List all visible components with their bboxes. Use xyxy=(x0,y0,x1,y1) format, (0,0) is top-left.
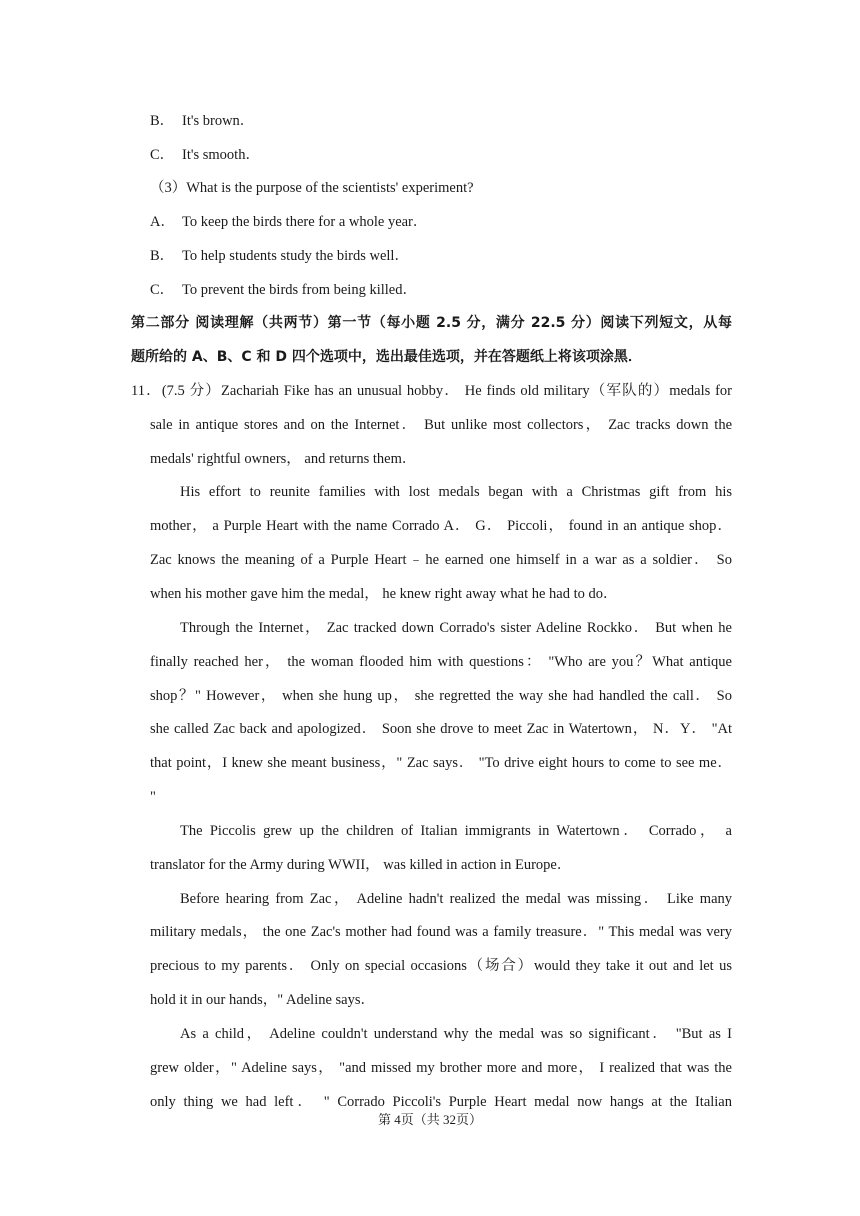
passage-line: translator for the Army during WWII， was killed in action in Europe． xyxy=(150,857,572,873)
q3-option-a xyxy=(150,212,427,232)
passage-line: military medals， the one Zac's mother had found was a family treasure．" This medal was very xyxy=(150,924,732,940)
passage-line: Zac knows the meaning of a Purple Heart﹣he earned one himself in a war as a soldier． So xyxy=(150,552,732,568)
passage-line: that point，I knew she meant business，" Zac says． "To drive eight hours to come to see me． xyxy=(150,755,732,771)
passage-line: medals' rightful owners， and returns them． xyxy=(150,451,417,467)
passage-line: The Piccolis grew up the children of Italian immigrants in Watertown． Corrado， a xyxy=(180,823,732,839)
passage-line: Through the Internet， Zac tracked down Corrado's sister Adeline Rockko． But when he xyxy=(180,620,732,636)
q2-option-c xyxy=(150,145,260,165)
passage-line: precious to my parents． Only on special occasions（场合）would they take it out and let us xyxy=(150,958,732,974)
option-text: To help students study the birds well． xyxy=(182,248,409,264)
section-heading-line-2: 题所给的 A、B、C 和 D 四个选项中，选出最佳选项，并在答题纸上将该项涂黑． xyxy=(131,349,642,365)
q3-option-b xyxy=(150,246,409,266)
option-letter: B． xyxy=(150,113,175,129)
passage-line: " xyxy=(150,789,156,805)
passage-line: mother， a Purple Heart with the name Corrado A． G． Piccoli， found in an antique shop． xyxy=(150,518,732,534)
passage-line: His effort to reunite families with lost medals began with a Christmas gift from his xyxy=(180,484,732,500)
section-heading-line-1: 第二部分 阅读理解（共两节）第一节（每小题 2.5 分，满分 22.5 分）阅读下列短文，从每 xyxy=(131,315,732,331)
passage-line: she called Zac back and apologized． Soon she drove to meet Zac in Watertown， N．Y． "At xyxy=(150,721,732,737)
option-letter: A． xyxy=(150,214,175,230)
passage-line: when his mother gave him the medal， he knew right away what he had to do． xyxy=(150,586,618,602)
q3-option-c xyxy=(150,280,417,300)
option-text: To prevent the birds from being killed． xyxy=(182,282,417,298)
option-text: It's smooth． xyxy=(182,147,260,163)
option-letter: B． xyxy=(150,248,175,264)
option-letter: C． xyxy=(150,147,175,163)
option-text: To keep the birds there for a whole year． xyxy=(182,214,428,230)
passage-line: grew older，" Adeline says， "and missed my brother more and more， I realized that was the xyxy=(150,1060,732,1076)
page-footer: 第 4页（共 32页） xyxy=(377,1112,482,1127)
passage-line: only thing we had left． " Corrado Piccoli's Purple Heart medal now hangs at the Italian xyxy=(150,1094,732,1110)
q2-option-b xyxy=(150,111,254,131)
passage-line: shop？" However， when she hung up， she regretted the way she had handled the call． So xyxy=(150,688,732,704)
passage-line: 11．(7.5 分）Zachariah Fike has an unusual hobby． He finds old military（军队的）medals for xyxy=(131,383,732,399)
passage-line: Before hearing from Zac， Adeline hadn't realized the medal was missing． Like many xyxy=(180,891,732,907)
passage-line: As a child， Adeline couldn't understand why the medal was so significant． "But as I xyxy=(180,1026,732,1042)
passage-line: finally reached her， the woman flooded him with questions： "Who are you？What antique xyxy=(150,654,732,670)
passage-line: sale in antique stores and on the Internet． But unlike most collectors， Zac tracks down the xyxy=(150,417,732,433)
passage-line: hold it in our hands，" Adeline says． xyxy=(150,992,376,1008)
option-letter: C． xyxy=(150,282,175,298)
q3-stem: （3）What is the purpose of the scientists' experiment? xyxy=(150,180,474,196)
option-text: It's brown． xyxy=(182,113,255,129)
